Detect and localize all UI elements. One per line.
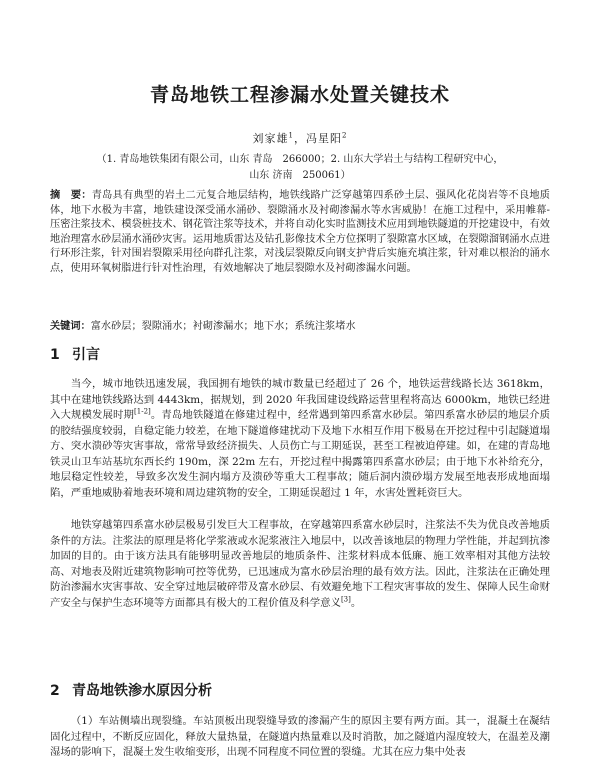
affiliation-line-2: 山东 济南 250061） [249,170,351,181]
citation-mark: [3] [340,595,351,604]
author-1: 刘家雄 [252,132,289,145]
affiliation-line-1: （1. 青岛地铁集团有限公司，山东 青岛 266000；2. 山东大学岩土与结构工程研究中心， [96,154,504,165]
paragraph-text: 地铁穿越第四系富水砂层极易引发巨大工程事故，在穿越第四系富水砂层时，注浆法不失为优良改善地质条件的方法。注浆法的原理是将化学浆液或水泥浆液注入地层中，以改善该地层的物理力学性能，并起到抗渗加固的目的。由于该方法具有能够明显改善地层的地质条件、注浆材料成本低廉、施工效率相对其他方法较高、对地表及附近建筑物影响可控等优势，已迅速成为富水砂层治理的最有效方法。因此，注浆法在正确处理防治渗漏水灾害事故、安全穿过地层破碎带及富水砂层、有效避免地下工程灾害事故的发生、保障人民生命财产安全与保护生态环境等方面都具有极大的工程价值及科学意义 [50,519,550,609]
section-title: 引言 [72,347,100,363]
cause-paragraph-1: （1）车站侧墙出现裂缝。车站顶板出现裂缝导致的渗漏产生的原因主要有两方面。其一，混凝土在凝结固化过程中，不断反应固化，释放大量热量，在隧道内热量难以及时消散，加之隧道内湿度较大，在温差及潮湿场的影响下，混凝土发生收缩变形，出现不同程度不同位置的裂缝。尤其在应力集中处表 [50,715,550,758]
paragraph-text: 当今，城市地铁迅速发展，我国拥有地铁的城市数量已经超过了 26 个，地铁运营线路长达 3618km，其中在建地铁线路达到 4443km，据规划，到 2020 年我国建设线路运营里程将高达 6000km，地铁已经进入大规模发展时期 [50,378,550,421]
paragraph-text: 。 [350,596,362,609]
abstract-text: 青岛具有典型的岩土二元复合地层结构，地铁线路广泛穿越第四系砂土层、强风化花岗岩等不良地质体，地下水极为丰富，地铁建设深受涌水涌砂、裂隙涌水及衬砌渗漏水等水害威胁！在施工过程中，采用帷幕-压密注浆技术、模袋桩技术、钢花管注浆等技术，并将自动化实时监测技术应用到地铁隧道的开挖建设中，有效地治理富水砂层涌水涌砂灾害。运用地质雷达及钻孔影像技术全方位探明了裂隙富水区域，在裂隙溜钢涌水点进行环形注浆，针对围岩裂隙采用径向群孔注浆，对浅层裂隙反向钢支护背后实施充填注浆，针对难以根治的涌水点，使用环氧树脂进行针对性治理，有效地解决了地层裂隙水及衬砌渗漏水问题。 [50,190,550,274]
section-heading-introduction [50,344,100,364]
abstract-label: 摘 要： [50,190,92,201]
author-1-affil-mark: 1 [288,131,294,140]
citation-mark: [1-2] [134,407,151,416]
section-title: 青岛地铁渗水原因分析 [72,683,212,699]
section-heading-cause-analysis [50,680,212,700]
keywords [50,320,550,335]
author-2: 冯星阳 [306,132,342,145]
keywords-label: 关键词： [50,321,91,332]
keywords-text: 富水砂层；裂隙涌水；衬砌渗漏水；地下水；系统注浆堵水 [90,321,356,332]
author-2-affil-mark: 2 [342,131,348,140]
author-separator: ， [294,132,306,145]
paper-title: 青岛地铁工程渗漏水处置关键技术 [149,84,450,106]
intro-paragraph-1 [50,377,550,501]
section-number: 1 [50,347,60,363]
intro-paragraph-2 [50,518,550,611]
abstract [50,189,550,277]
authors-line [0,130,600,146]
paragraph-text: 。青岛地铁隧道在修建过程中，经常遇到第四系富水砂层。第四系富水砂层的地层介质的胶结强度较弱，自稳定能力较差，在地下隧道修建扰动下及地下水相互作用下极易在开挖过程中引起隧道塌方、突水溃砂等灾害事故，常常导致经济损失、人员伤亡与工期延误，甚至工程被迫停建。如，在建的青岛地铁灵山卫车站基坑东西长约 190m，深 22m 左右，开挖过程中揭露第四系富水砂层；由于地下水补给充分，地层稳定性较差，导致多次发生洞内塌方及溃砂等重大工程事故；随后洞内溃砂塌方发展至地表形成地面塌陷，严重地威胁着地表环境和周边建筑物的安全，工期延误超过 1 年，水害处置耗资巨大。 [50,409,550,499]
section-number: 2 [50,683,60,699]
